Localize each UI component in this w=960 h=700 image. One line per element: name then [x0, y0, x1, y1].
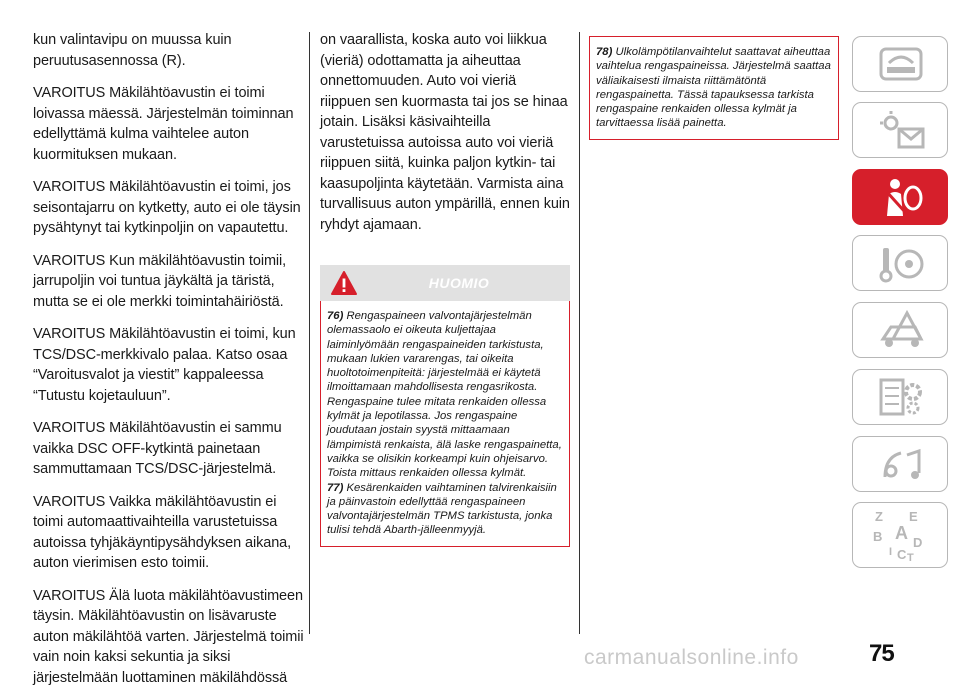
note-text: Rengaspaineen valvontajärjestelmän olemassaolo ei oikeuta kuljettajaa laiminlyömään rengaspaineiden tarkistusta, mukaan lukien vararengas, tai oikeita huoltotoimenpiteitä: järjestelmää ei käytetä ilmoittamaan mahdollisesta rengasrikosta. Rengaspaine tulee mitata renkaiden ollessa kylmät ja lepotilassa. Jos rengaspaine joudutaan jostain syystä mittaamaan lämpimistä renkaista, älä laske rengaspainetta, vaikka se olisikin korkeampi kuin ohjeisarvo. Toista mittaus renkaiden ollessa kylmät.: [327, 310, 562, 480]
body-paragraph: VAROITUS Mäkilähtöavustin ei toimi loivassa mäessä. Järjestelmän toiminnan edellyttämä kulma vaihtelee auton kuormituksen mukaan.: [33, 85, 294, 163]
index-letter: Z: [875, 509, 883, 524]
body-paragraph: VAROITUS Mäkilähtöavustin ei sammu vaikka DSC OFF-kytkintä painetaan sammuttamaan TCS/DSC-järjestelmä.: [33, 420, 282, 477]
note-number: 77): [327, 481, 344, 494]
index-letter: B: [873, 529, 883, 544]
index-letter: I: [889, 546, 893, 558]
tab-maintenance[interactable]: [852, 369, 948, 425]
notice-box: [320, 301, 570, 547]
notice-header: [320, 265, 570, 301]
index-letter: E: [909, 509, 918, 524]
body-paragraph: VAROITUS Mäkilähtöavustin ei toimi, kun TCS/DSC-merkkivalo palaa. Katso osaa “Varoitusvalot ja viestit” kappaleessa “Tutustu kojetauluun”.: [33, 326, 296, 404]
index-letter: A: [895, 523, 908, 543]
note-box-78: [589, 36, 839, 140]
tab-car-dashboard[interactable]: [852, 36, 948, 92]
index-letter: D: [913, 535, 923, 550]
car-dashboard-icon: [877, 43, 927, 87]
body-paragraph: VAROITUS Älä luota mäkilähtöavustimeen täysin. Mäkilähtöavustin on lisävaruste auton mäkilähtöä varten. Järjestelmä toimii vain noin kaksi sekuntia ja siksi järjestelmään luottaminen mäkilähdössä: [33, 587, 304, 686]
left-column: [33, 30, 305, 700]
tab-index[interactable]: [852, 502, 948, 568]
key-steering-wheel-icon: [877, 242, 927, 286]
middle-column: [320, 30, 570, 547]
note-number: 78): [596, 46, 613, 58]
tab-warning-lights[interactable]: [852, 102, 948, 158]
column-divider: [309, 32, 310, 634]
tab-safety[interactable]: [852, 169, 948, 225]
body-paragraph: VAROITUS Kun mäkilähtöavustin toimii, jarrupoljin voi tuntua jäykältä ja täristä, mutta se ei ole merkki toimintahäiriöstä.: [33, 252, 287, 310]
seatbelt-airbag-icon: [877, 176, 927, 220]
index-letter: C: [897, 547, 907, 562]
maintenance-gears-icon: [877, 376, 927, 420]
body-paragraph: on vaarallista, koska auto voi liikkua (vieriä) odottamatta ja aiheuttaa onnettomuuden. Auto voi vieriä riippuen sen kuormasta tai jos se hinaa jotain. Lisäksi käsivaihteilla varustetuissa autoissa auto voi vieriä riippuen siitä, kuinka paljon kytkin- tai kaasupoljinta käytetään. Varmista aina turvallisuus auton ympärillä, ennen kuin ryhdyt ajamaan.: [320, 32, 570, 233]
multimedia-icon: [877, 443, 927, 487]
watermark: carmanualsonline.info: [584, 646, 799, 669]
notice-title: HUOMIO: [428, 275, 490, 291]
warning-light-message-icon: [877, 109, 927, 153]
tab-emergency[interactable]: [852, 302, 948, 358]
page-number: 75: [869, 640, 894, 667]
index-letter: T: [907, 552, 914, 563]
note-76: [327, 309, 563, 481]
column-divider: [579, 32, 580, 634]
body-paragraph: VAROITUS Vaikka mäkilähtöavustin ei toimi automaattivaihteilla varustetuissa autoissa tyhjäkäyntipysähdyksen aikana, auton vierimisen esto toimii.: [33, 493, 292, 571]
body-paragraph: VAROITUS Mäkilähtöavustin ei toimi, jos seisontajarru on kytketty, auto ei ole täysin pysähtynyt tai kytkinpoljin on vapautettu.: [33, 179, 301, 236]
body-paragraph: kun valintavipu on muussa kuin peruutusasennossa (R).: [33, 32, 232, 69]
tab-multimedia[interactable]: [852, 436, 948, 492]
note-text: Ulkolämpötilanvaihtelut saattavat aiheuttaa vaihtelua rengaspaineissa. Järjestelmä saattaa väliaikaisesti ilmaista riittämätöntä rengaspainetta. Tässä tapauksessa tarkista rengaspaine renkaiden ollessa kylmät ja tarvittaessa lisää painetta.: [596, 46, 831, 130]
alphabetical-index-icon: [871, 507, 927, 563]
note-77: [327, 481, 563, 538]
note-text: Kesärenkaiden vaihtaminen talvirenkaisiin ja päinvastoin edellyttää rengaspaineen valvontajärjestelmän TPMS tarkistusta, jonka tulisi tehdä Abarth-jälleenmyyjä.: [327, 481, 557, 537]
roadside-emergency-icon: [877, 309, 927, 353]
tab-starting-driving[interactable]: [852, 235, 948, 291]
note-number: 76): [327, 310, 344, 322]
